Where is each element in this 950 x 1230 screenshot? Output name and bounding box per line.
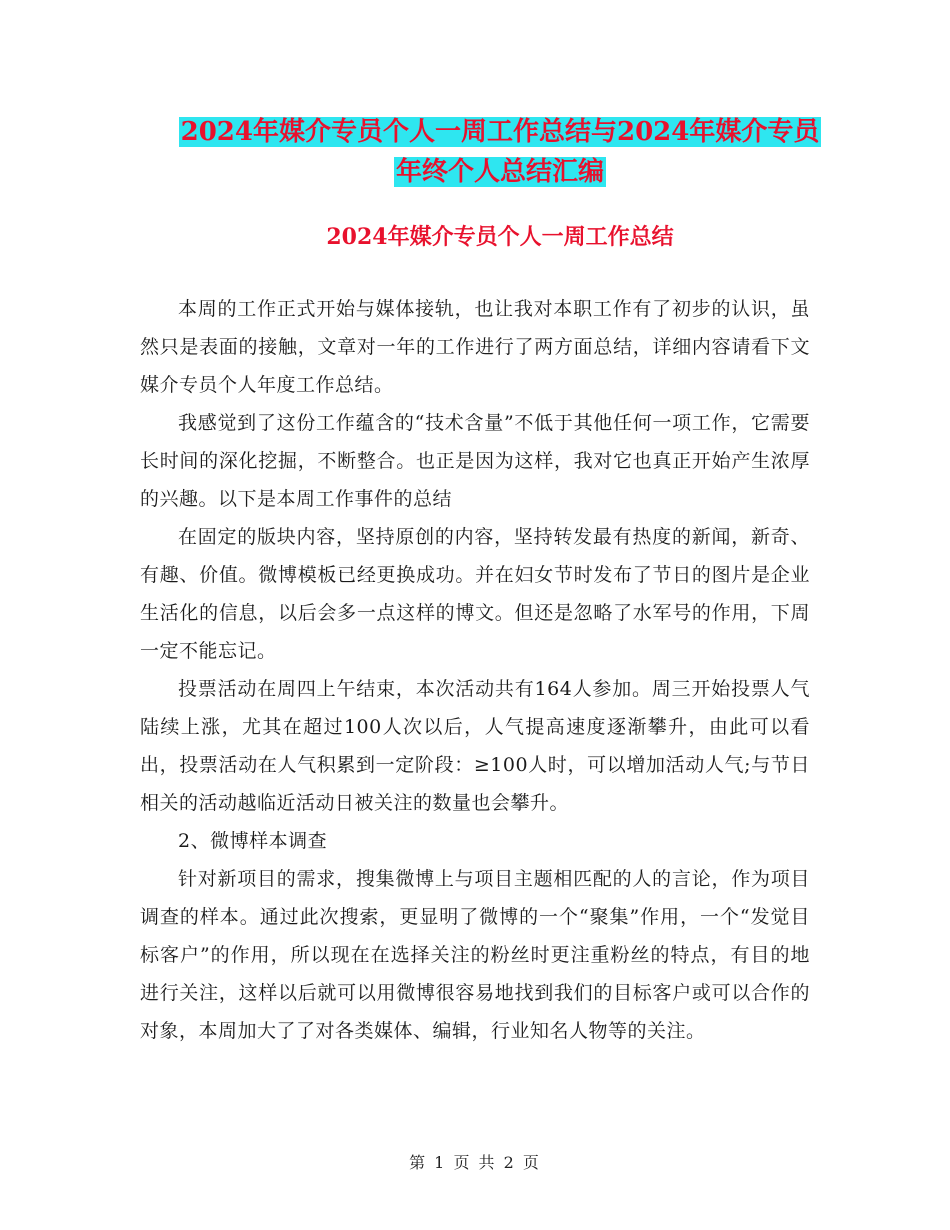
document-title xyxy=(140,112,860,192)
document-body xyxy=(140,290,810,1050)
section-title: 2024年媒介专员个人一周工作总结 xyxy=(326,224,674,250)
paragraph-4: 投票活动在周四上午结束，本次活动共有164人参加。周三开始投票人气陆续上涨，尤其在超过100人次以后，人气提高速度逐渐攀升，由此可以看出，投票活动在人气积累到一定阶段：≥100人时，可以增加活动人气;与节日相关的活动越临近活动日被关注的数量也会攀升。 xyxy=(140,678,810,814)
paragraph-3: 在固定的版块内容，坚持原创的内容，坚持转发最有热度的新闻，新奇、有趣、价值。微博模板已经更换成功。并在妇女节时发布了节日的图片是企业生活化的信息，以后会多一点这样的博文。但还是忽略了水军号的作用，下周一定不能忘记。 xyxy=(140,526,810,662)
subheading-weibo-sample-survey: 2、微博样本调查 xyxy=(178,830,328,852)
paragraph-1: 本周的工作正式开始与媒体接轨，也让我对本职工作有了初步的认识，虽然只是表面的接触，文章对一年的工作进行了两方面总结，详细内容请看下文媒介专员个人年度工作总结。 xyxy=(140,298,810,396)
title-line-2: 年终个人总结汇编 xyxy=(395,157,604,187)
title-line-1: 2024年媒介专员个人一周工作总结与2024年媒介专员 xyxy=(180,117,820,147)
paragraph-5: 针对新项目的需求，搜集微博上与项目主题相匹配的人的言论，作为项目调查的样本。通过此次搜索，更显明了微博的一个“聚集”作用，一个“发觉目标客户”的作用，所以现在在选择关注的粉丝时更注重粉丝的特点，有目的地进行关注，这样以后就可以用微博很容易地找到我们的目标客户或可以合作的对象，本周加大了了对各类媒体、编辑，行业知名人物等的关注。 xyxy=(140,868,810,1042)
paragraph-2: 我感觉到了这份工作蕴含的“技术含量”不低于其他任何一项工作，它需要长时间的深化挖掘，不断整合。也正是因为这样，我对它也真正开始产生浓厚的兴趣。以下是本周工作事件的总结 xyxy=(140,412,810,510)
page-footer: 第 1 页 共 2 页 xyxy=(409,1153,541,1172)
